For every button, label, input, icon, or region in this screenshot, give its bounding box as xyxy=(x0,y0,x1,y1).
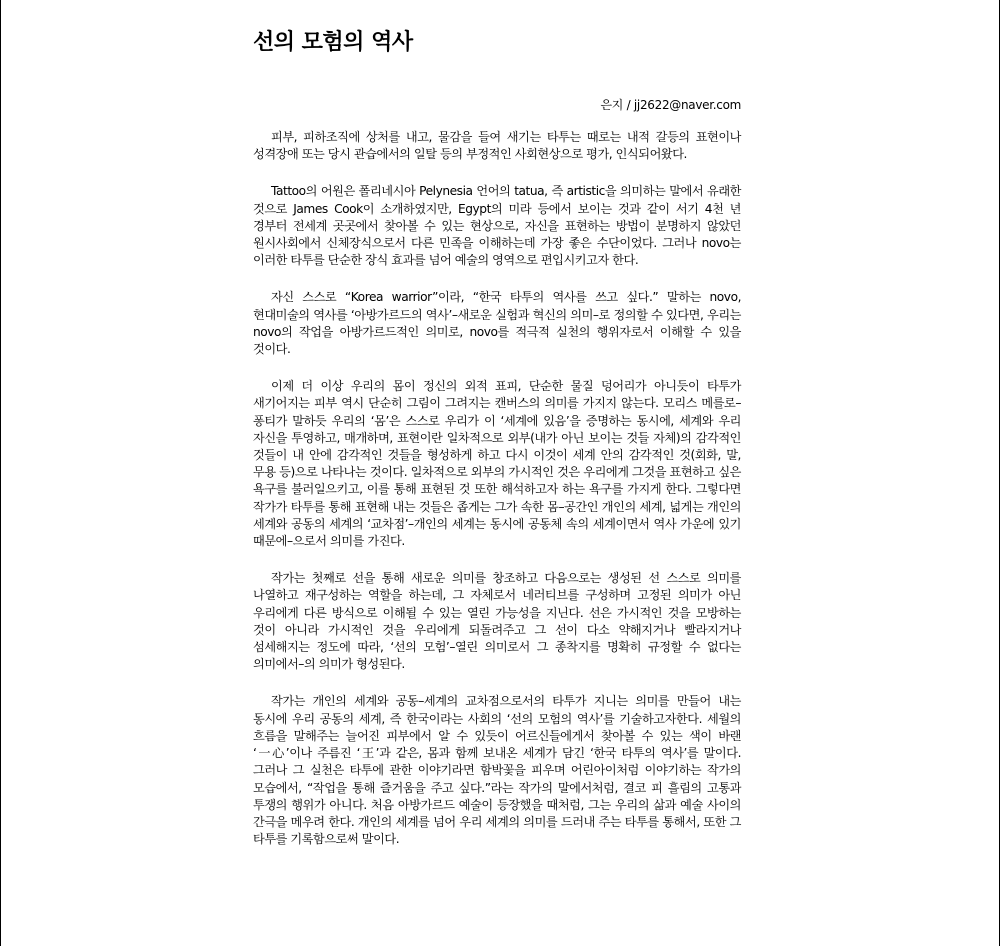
article-title: 선의 모험의 역사 xyxy=(253,30,413,55)
paragraph: 작가는 첫째로 선을 통해 새로운 의미를 창조하고 다음으로는 생성된 선 스스로 의미를 나열하고 재구성하는 역할을 하는데, 그 자체로서 네러티브를 구성하며 고정된 의미가 아닌 우리에게 다른 방식으로 이해될 수 있는 열린 가능성을 지닌다. 선은 가시적인 것을 모방하는 것이 아니라 가시적인 것을 우리에게 되돌려주고 그 선이 다소 약해지거나 빨라지거나 섬세해지는 정도에 따라, ‘선의 모험’–열린 의미로서 그 종착지를 명확히 규정할 수 없다는 의미에서–의 의미가 형성된다. xyxy=(253,571,741,672)
paragraph: 이제 더 이상 우리의 몸이 정신의 외적 표피, 단순한 물질 덩어리가 아니듯이 타투가 새기어지는 피부 역시 단순히 그림이 그려지는 캔버스의 의미를 가지지 않는다. 모리스 메를로–퐁티가 말하듯 우리의 ‘몸’은 스스로 우리가 이 ‘세계에 있음’을 증명하는 동시에, 세계와 우리 자신을 투영하고, 매개하며, 표현이란 일차적으로 외부(내가 아닌 보이는 것들 자체)의 감각적인 것들이 내 안에 감각적인 것들을 형성하게 하고 다시 이것이 세계 안의 감각적인 것(회화, 말, 무용 등)으로 나타나는 것이다. 일차적으로 외부의 가시적인 것은 우리에게 그것을 표현하고 싶은 욕구를 불러일으키고, 이를 통해 표현된 것 또한 해석하고자 하는 욕구를 가지게 한다. 그렇다면 작가가 타투를 통해 표현해 내는 것들은 좁게는 그가 속한 몸–공간인 개인의 세계, 넓게는 개인의 세계와 공동의 세계의 ‘교차점’–개인의 세계는 동시에 공동체 속의 세계이면서 역사 가운에 있기 때문에–으로서 의미를 가진다. xyxy=(253,379,741,549)
paragraph: 작가는 개인의 세계와 공동–세계의 교차점으로서의 타투가 지니는 의미를 만들어 내는 동시에 우리 공동의 세계, 즉 한국이라는 사회의 ‘선의 모험의 역사’를 기술하고자한다. 세월의 흐름을 말해주는 늘어진 피부에서 알 수 있듯이 어르신들에게서 찾아볼 수 있는 색이 바랜 ‘一心’이나 주름진 ‘王’과 같은, 몸과 함께 보내온 세계가 담긴 ‘한국 타투의 역사’를 말이다. 그러나 그 실천은 타투에 관한 이야기라면 함박꽃을 피우며 어린아이처럼 이야기하는 작가의 모습에서, “작업을 통해 즐거움을 주고 싶다.”라는 작가의 말에서처럼, 결코 피 흘림의 고통과 투쟁의 행위가 아니다. 처음 아방가르드 예술이 등장했을 때처럼, 그는 우리의 삶과 예술 사이의 간극을 메우려 한다. 개인의 세계를 넘어 우리 세계의 의미를 드러내 주는 타투를 통해서, 또한 그 타투를 기록함으로써 말이다. xyxy=(253,694,741,847)
article xyxy=(253,28,741,868)
article-byline: 은지 / jj2622@naver.com xyxy=(600,98,741,112)
paragraph: Tattoo의 어원은 폴리네시아 Pelynesia 언어의 tatua, 즉 artistic을 의미하는 말에서 유래한 것으로 James Cook이 소개하였지만, Egypt의 미라 등에서 보이는 것과 같이 서기 4천 년 경부터 전세계 곳곳에서 찾아볼 수 있는 현상으로, 자신을 표현하는 방법이 분명하지 않았던 원시사회에서 신체장식으로서 다른 민족을 이해하는데 가장 좋은 수단이었다. 그러나 novo는 이러한 타투를 단순한 장식 효과를 넘어 예술의 영역으로 편입시키고자 한다. xyxy=(253,184,741,268)
paragraph: 피부, 피하조직에 상처를 내고, 물감을 들여 새기는 타투는 때로는 내적 갈등의 표현이나 성격장애 또는 당시 관습에서의 일탈 등의 부정적인 사회현상으로 평가, 인식되어왔다. xyxy=(253,130,741,162)
article-body xyxy=(253,129,741,848)
paragraph: 자신 스스로 “Korea warrior”이라, “한국 타투의 역사를 쓰고 싶다.” 말하는 novo, 현대미술의 역사를 ‘아방가르드의 역사’–새로운 실험과 혁신의 의미–로 정의할 수 있다면, 우리는 novo의 작업을 아방가르드적인 의미로, novo를 적극적 실천의 행위자로서 이해할 수 있을 것이다. xyxy=(253,290,741,357)
page-border-left xyxy=(0,0,1,946)
